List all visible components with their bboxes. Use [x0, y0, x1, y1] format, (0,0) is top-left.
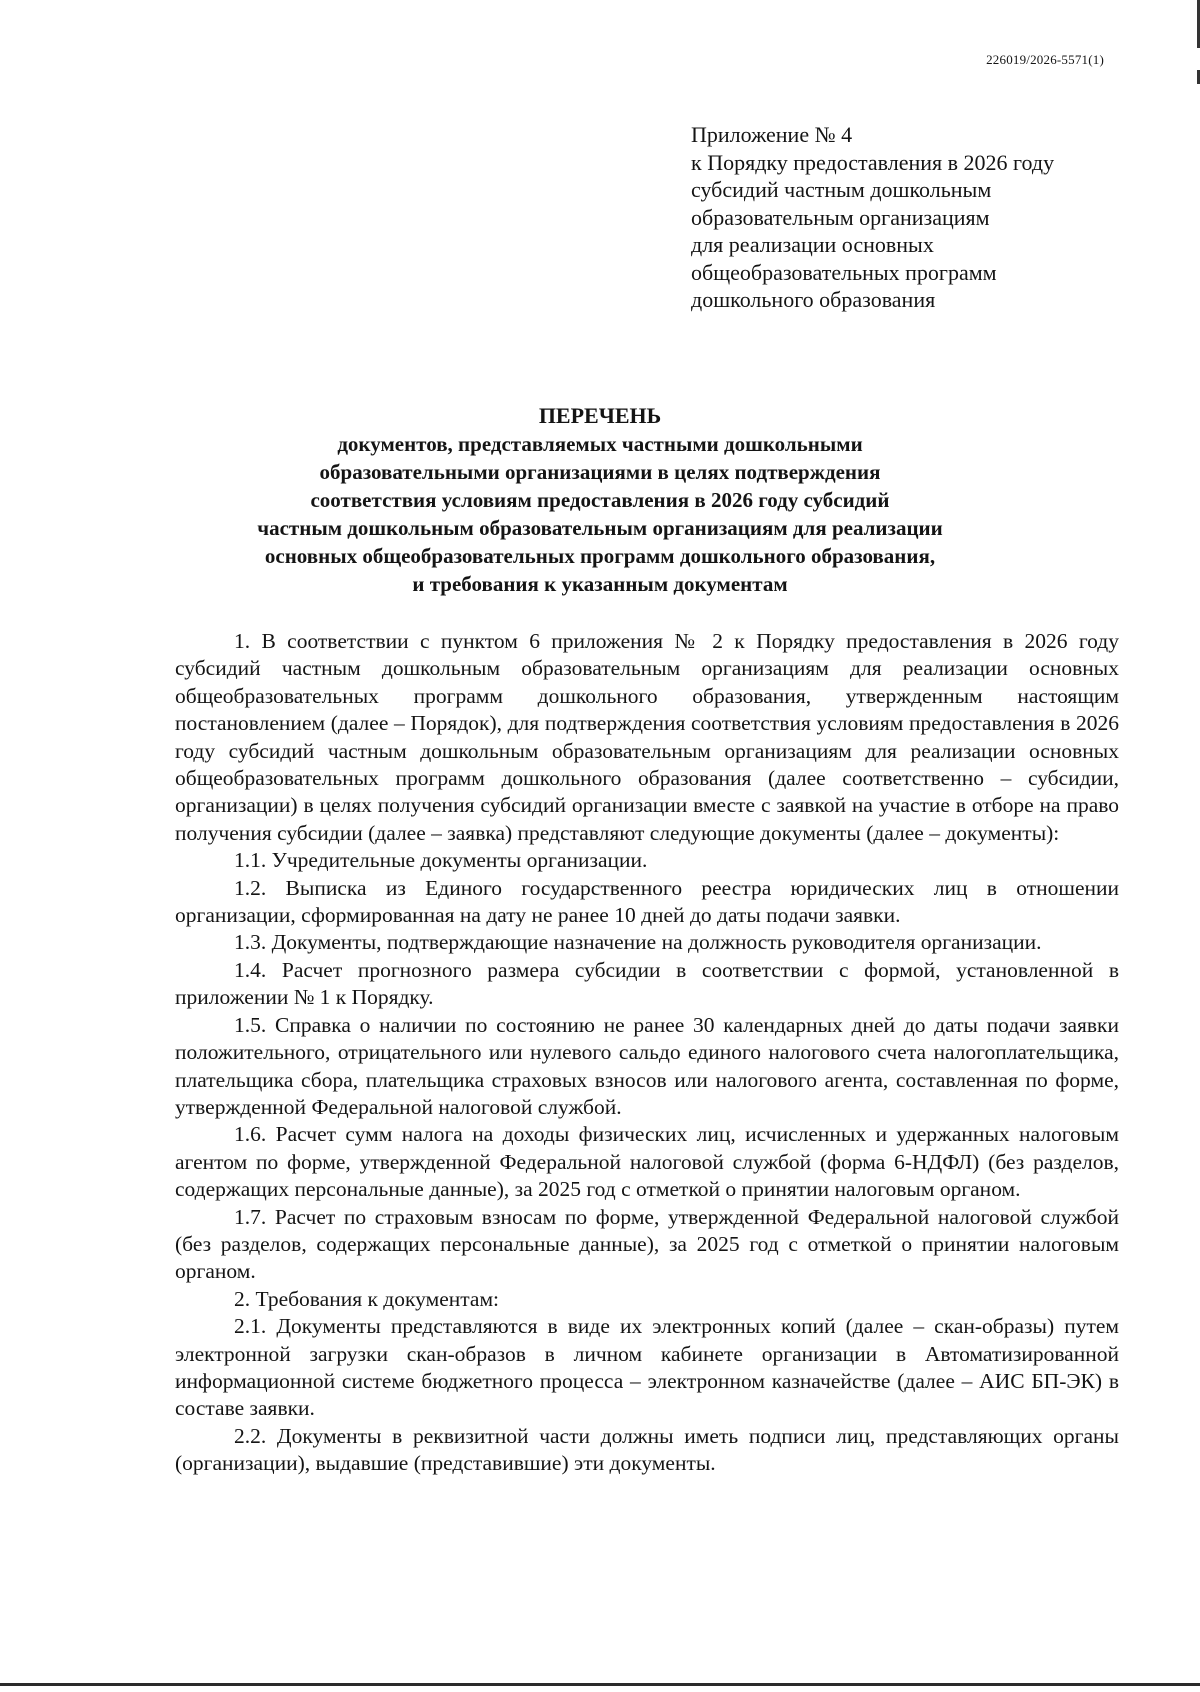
document-title [0, 402, 1200, 598]
document-body [175, 628, 1119, 1478]
document-id: 226019/2026-5571(1) [986, 52, 1104, 67]
annex-line: для реализации основных [691, 232, 934, 257]
paragraph-1-1: 1.1. Учредительные документы организации. [234, 848, 648, 873]
annex-line: образовательным организациям [691, 204, 990, 230]
paragraph-1-6: 1.6. Расчет сумм налога на доходы физических лиц, исчисленных и удержанных налоговым агентом по форме, утвержденной Федеральной налоговой службой (форма 6-НДФЛ) (без разделов, содержащих персональные данные), за 2025 год с отметкой о принятии налоговым органом. [175, 1122, 1119, 1202]
subtitle-line: частным дошкольным образовательным организациям для реализации [257, 516, 943, 540]
paragraph-1-7: 1.7. Расчет по страховым взносам по форме, утвержденной Федеральной налоговой службой (без разделов, содержащих персональные данные), за 2025 год с отметкой о принятии налоговым органом. [175, 1204, 1119, 1284]
scan-bottom-edge [0, 1683, 1200, 1686]
subtitle-line: основных общеобразовательных программ дошкольного образования, [264, 544, 936, 568]
subtitle-line: образовательными организациями в целях подтверждения [319, 460, 881, 484]
annex-line: к Порядку предоставления в 2026 году [691, 149, 1055, 175]
paragraph-1: 1. В соответствии с пунктом 6 приложения № 2 к Порядку предоставления в 2026 году субсидий частным дошкольным образовательным организациям для реализации основных общеобразовательных программ дошкольного образования, утвержденным настоящим постановлением (далее – Порядок), для подтверждения соответствия условиям предоставления в 2026 году субсидий частным дошкольным образовательным организациям для реализации основных общеобразовательных программ дошкольного образования (далее соответственно – субсидии, организации) в целях получения субсидий организации вместе с заявкой на участие в отборе на право получения субсидии (далее – заявка) представляют следующие документы (далее – документы): [175, 629, 1119, 845]
annex-block [691, 121, 1111, 314]
paragraph-2-2: 2.2. Документы в реквизитной части должны иметь подписи лиц, представляющих органы (организации), выдавшие (представившие) эти документы. [175, 1423, 1119, 1476]
title-heading: ПЕРЕЧЕНЬ [538, 403, 662, 428]
paragraph-2-1: 2.1. Документы представляются в виде их электронных копий (далее – скан-образы) путем электронной загрузки скан-образов в личном кабинете организации в Автоматизированной информационной системе бюджетного процесса – электронном казначействе (далее – АИС БП-ЭК) в составе заявки. [175, 1314, 1119, 1421]
paragraph-2: 2. Требования к документам: [234, 1286, 500, 1311]
paragraph-1-4: 1.4. Расчет прогнозного размера субсидии в соответствии с формой, установленной в приложении № 1 к Порядку. [175, 957, 1119, 1010]
annex-line: Приложение № 4 [691, 122, 853, 147]
annex-line: дошкольного образования [691, 287, 936, 312]
title-subtitle [0, 430, 1200, 598]
paragraph-1-5: 1.5. Справка о наличии по состоянию не ранее 30 календарных дней до даты подачи заявки положительного, отрицательного или нулевого сальдо единого налогового счета налогоплательщика, плательщика сбора, плательщика страховых взносов или налогового агента, составленная по форме, утвержденной Федеральной налоговой службой. [175, 1012, 1119, 1119]
subtitle-line: соответствия условиям предоставления в 2026 году субсидий [310, 488, 890, 512]
paragraph-1-3: 1.3. Документы, подтверждающие назначение на должность руководителя организации. [234, 930, 1042, 955]
subtitle-line: и требования к указанным документам [412, 572, 788, 596]
annex-line: общеобразовательных программ [691, 259, 997, 285]
annex-line: субсидий частным дошкольным [691, 177, 992, 202]
paragraph-1-2: 1.2. Выписка из Единого государственного реестра юридических лиц в отношении организации, сформированная на дату не ранее 10 дней до даты подачи заявки. [175, 875, 1119, 928]
subtitle-line: документов, представляемых частными дошкольными [337, 432, 863, 456]
